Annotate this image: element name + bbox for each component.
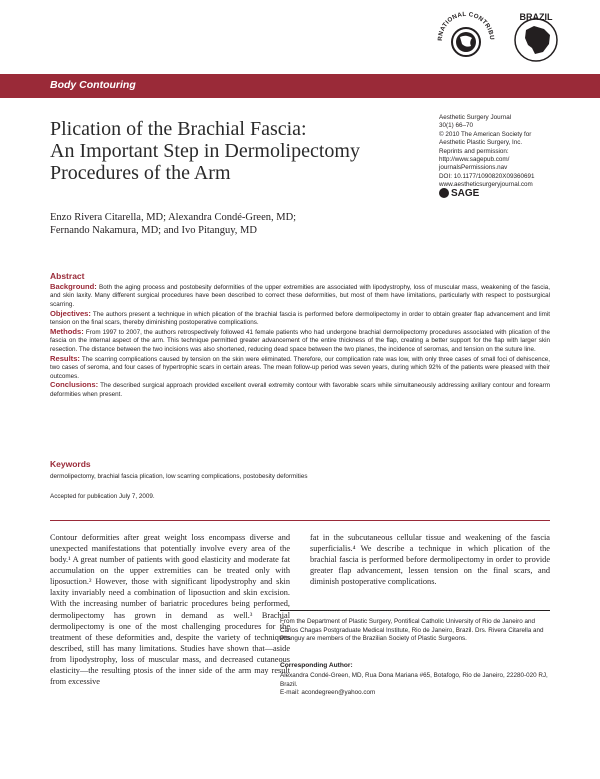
abstract-methods	[50, 328, 550, 354]
corresponding-author	[280, 672, 550, 698]
abstract-text: From 1997 to 2007, the authors retrospectively followed 41 female patients who had undergone brachial dermolipectomy procedures associated with plication of the fascia on the internal aspect of the arm. This technique permitted greater advancement of the entire thickness of the flap, creating a better support for the flap with larger skin resection. The distance between the two incisions was also shortened, reducing dead space between the two planes, the incidence of seromas, and tension on the suture line.	[50, 329, 550, 353]
meta-line: journalsPermissions.nav	[439, 164, 508, 172]
divider	[50, 520, 550, 521]
publisher-logo	[439, 187, 479, 199]
abstract-heading: Abstract	[50, 271, 85, 281]
accepted-date: Accepted for publication July 7, 2009.	[50, 493, 155, 500]
meta-line: © 2010 The American Society for	[439, 130, 532, 138]
abstract-label: Methods:	[50, 327, 84, 337]
author-line: Enzo Rivera Citarella, MD; Alexandra Condé-Green, MD;	[50, 212, 297, 223]
meta-line: www.aestheticsurgeryjournal.com	[439, 181, 533, 189]
abstract-results	[50, 355, 550, 381]
title-line: Procedures of the Arm	[50, 162, 231, 184]
abstract-text: Both the aging process and postobesity deformities of the upper extremities are associated with lipodystrophy, loss of muscular mass, weakening of the fascia, and skin laxity. Many different surgical procedures have been described to correct these deformities, but most of them have limitations, particularly with respect to postsurgical scarring.	[50, 284, 551, 308]
meta-line: 30(1) 66–70	[439, 122, 473, 130]
abstract-body	[50, 283, 550, 400]
corresponding-author-heading: Corresponding Author:	[280, 662, 353, 669]
section-banner	[0, 74, 600, 98]
international-contribution-logo	[434, 6, 498, 70]
footnote-divider	[280, 610, 550, 611]
abstract-label: Results:	[50, 353, 80, 363]
abstract-label: Background:	[50, 282, 97, 291]
article-title	[50, 118, 420, 184]
svg-text:BRAZIL: BRAZIL	[519, 12, 553, 22]
body-column-left	[50, 532, 290, 687]
abstract-label: Conclusions:	[50, 380, 99, 390]
abstract-conclusions	[50, 381, 550, 399]
svg-text:INTERNATIONAL CONTRIBUTION: RNATIONAL CONTRIBU	[436, 10, 496, 42]
body-paragraph: Contour deformities after great weight loss encompass diverse and unexpected manifestations that potentially involve every area of the body.¹ A great number of patients with good elasticity and moderate fat accumulation on the upper extremities can be treated only with liposuction.² However, those with significant lipodystrophy and skin laxity invariably need a combination of liposuction and skin excision. With the increasing number of bariatric procedures being performed, dermolipectomy has grown in demand as well.³ Brachial dermolipectomy is one of the most challenging procedures for the treatment of these deformities and, despite the variety of techniques described, still has many limitations. Studies have shown that—aside from lipodystrophy, loss of muscular mass, and decreased cutaneous elasticity—the resulting ptosis of the inner side of the arm may result from excessive	[50, 533, 290, 687]
title-line: Plication of the Brachial Fascia:	[50, 118, 307, 140]
abstract-background	[50, 283, 550, 309]
international-contribution-seal-icon	[434, 6, 498, 70]
abstract-objectives	[50, 310, 550, 328]
affiliation-note: From the Department of Plastic Surgery, Pontifical Catholic University of Rio de Janeiro and Carlos Chagas Postgraduate Medical Institute, Rio de Janeiro, Brazil. Drs. Rivera Citarella and Pitanguy are members of the Brazilian Society of Plastic Surgeons.	[280, 618, 544, 643]
section-label: Body Contouring	[50, 79, 136, 91]
sage-icon	[439, 188, 449, 198]
keywords-heading: Keywords	[50, 459, 91, 469]
abstract-label: Objectives:	[50, 308, 91, 318]
meta-line: Aesthetic Surgery Journal	[439, 114, 512, 121]
meta-line: Reprints and permission:	[439, 147, 509, 155]
journal-metadata	[439, 114, 589, 190]
body-paragraph: fat in the subcutaneous cellular tissue and weakening of the fascia superficialis.⁴ We describe a technique in which plication of the brachial fascia is performed before dermolipectomy in order to provide greater flap advancement, lessen tension on the final scars, and diminish postoperative complications.	[310, 533, 550, 587]
abstract-text: The scarring complications caused by tension on the skin were eliminated. Therefore, our complication rate was low, with only three cases of small foci of dehiscence, two cases of seroma, and four cases of hypertrophic scars in certain areas. The mean follow-up period was seven years, during which 92% of the patients were pleased with their outcomes.	[50, 355, 550, 380]
author-list	[50, 211, 550, 237]
abstract-text: The described surgical approach provided excellent overall extremity contour with favorable scars while simultaneously addressing axillary contour and forearm deformities when present.	[50, 382, 550, 398]
author-line: Fernando Nakamura, MD; and Ivo Pitanguy, MD	[50, 225, 257, 236]
keywords-text: dermolipectomy, brachial fascia plication, low scarring complications, postobesity deformities	[50, 473, 308, 480]
corresponding-address: Alexandra Condé-Green, MD, Rua Dona Mariana #65, Botafogo, Rio de Janeiro, 22280-020 RJ, Brazil.	[280, 672, 548, 688]
abstract-text: The authors present a technique in which plication of the brachial fascia is performed before dermolipectomy in order to obtain greater flap advancement and limit tension on the final scars, thereby diminishing postoperative complications.	[50, 310, 550, 327]
publisher-name: SAGE	[451, 187, 480, 199]
corresponding-email: E-mail: acondegreen@yahoo.com	[280, 689, 376, 697]
brazil-seal-icon	[504, 6, 568, 66]
meta-line: Aesthetic Plastic Surgery, Inc.	[439, 139, 523, 147]
title-line: An Important Step in Dermolipectomy	[50, 140, 360, 162]
body-column-right	[310, 532, 550, 587]
brazil-logo	[504, 6, 568, 66]
meta-line: http://www.sagepub.com/	[439, 156, 510, 164]
meta-line: DOI: 10.1177/1090820X09360691	[439, 172, 535, 180]
